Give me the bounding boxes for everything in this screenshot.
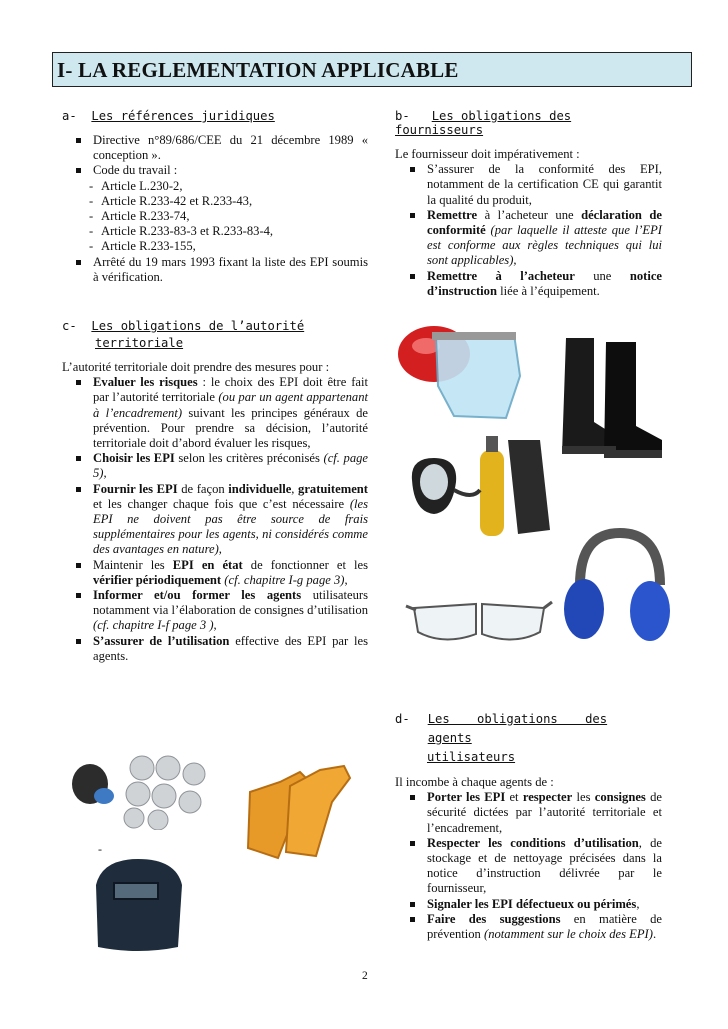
section-letter: b- <box>395 109 410 123</box>
section-b-heading <box>395 109 662 137</box>
section-c-intro: L’autorité territoriale doit prendre des mesures pour : <box>62 360 330 374</box>
article-item: - Article R.233-74, <box>81 209 368 224</box>
bold-text: Porter les EPI <box>427 790 506 805</box>
list-item: Directive n°89/686/CEE du 21 décembre 1989 « conception ». <box>62 133 368 163</box>
section-d-heading-line1 <box>395 710 662 748</box>
bold-text: respecter <box>522 790 573 805</box>
text: . <box>652 927 657 942</box>
page-title: I- LA REGLEMENTATION APPLICABLE <box>52 52 692 87</box>
list-item <box>395 912 662 942</box>
italic-text: (cf. chapitre I-g page 3) <box>221 572 345 587</box>
section-title-line2: utilisateurs <box>427 750 516 764</box>
list-item <box>62 163 368 254</box>
bold-text: individuelle <box>228 481 292 496</box>
welding-mask-image <box>88 855 188 955</box>
italic-text: (par laquelle il atteste que l’EPI est conforme aux règles techniques qui lui sont applicables), <box>427 223 662 268</box>
list-item <box>62 482 368 558</box>
bold-text: déclaration de conformité <box>427 207 662 238</box>
text: : le choix des EPI doit être fait par l’autorité territoriale <box>93 375 368 405</box>
text: , <box>213 618 217 633</box>
text: en matière de prévention <box>427 911 662 942</box>
bold-text: Remettre <box>427 207 478 222</box>
list-item <box>62 451 368 481</box>
text: , de stockage et de nettoyage précisées dans la notice d’instruction délivrée par le fournisseur, <box>427 835 662 896</box>
text: , <box>218 542 222 557</box>
section-a-heading <box>62 109 368 123</box>
section-title-line2: territoriale <box>95 336 184 350</box>
italic-text: (ou par un agent appartenant à l’encadrement) <box>93 390 368 420</box>
section-letter: d- <box>395 712 410 726</box>
section-a <box>62 109 368 285</box>
safety-glasses-image <box>404 590 554 650</box>
articles-list <box>81 179 368 255</box>
bold-text: Choisir les EPI <box>93 451 175 466</box>
leather-gloves-image <box>240 762 360 862</box>
section-d-intro: Il incombe à chaque agents de : <box>395 775 554 789</box>
section-title: Les obligations de l’autorité <box>91 319 305 333</box>
supplier-obligations-list <box>395 162 662 299</box>
bold-text: Informer et/ou former les agents <box>93 588 302 603</box>
list-item <box>395 897 662 912</box>
text: et <box>505 790 523 805</box>
list-item <box>395 790 662 836</box>
bold-text: Faire des suggestions <box>427 911 561 926</box>
breathing-apparatus-image <box>400 430 560 558</box>
bold-text: notice d’instruction <box>427 268 663 298</box>
agent-obligations-list <box>395 790 662 942</box>
list-item <box>395 836 662 897</box>
section-c <box>62 318 368 664</box>
list-item-text: Code du travail : <box>93 163 178 178</box>
text: une <box>574 268 630 283</box>
section-b-intro: Le fournisseur doit impérativement : <box>395 147 580 161</box>
list-item <box>62 634 368 664</box>
text: effective des EPI par les agents. <box>93 633 368 663</box>
list-item <box>395 269 662 299</box>
bold-text: S’assurer de l’utilisation <box>93 633 230 648</box>
section-letter: a- <box>62 109 77 123</box>
bold-text: EPI en état <box>172 557 243 572</box>
text: de sécurité dictées par l’autorité territoriale et l’encadrement, <box>427 790 662 835</box>
text: et les changer chaque fois que c’est nécessaire <box>93 496 350 511</box>
section-d-heading <box>395 710 662 767</box>
bold-text: Fournir les EPI <box>93 481 178 496</box>
bold-text: Remettre à l’acheteur <box>427 268 575 283</box>
list-item <box>62 375 368 451</box>
text: Maintenir les <box>93 557 173 572</box>
section-letter: c- <box>62 319 77 333</box>
list-item <box>395 208 662 269</box>
ear-defenders-image <box>560 525 672 645</box>
list-item: Arrêté du 19 mars 1993 fixant la liste des EPI soumis à vérification. <box>62 255 368 285</box>
bold-text: Respecter les conditions d’utilisation <box>427 835 639 850</box>
authority-obligations-list <box>62 375 368 664</box>
italic-text: (les EPI ne doivent pas être source de frais supplémentaires pour les agents, ni considérés comme des avantages en nature) <box>93 496 368 557</box>
helmet-face-shield-image <box>396 316 526 426</box>
article-item: - Article R.233-83-3 et R.233-83-4, <box>81 224 368 239</box>
section-b <box>395 109 662 299</box>
text: selon les critères préconisés <box>174 451 324 466</box>
article-item: - Article R.233-155, <box>81 239 368 254</box>
list-item <box>62 558 368 588</box>
article-item: - Article L.230-2, <box>81 179 368 194</box>
text: les <box>572 790 595 805</box>
text: de façon <box>177 481 229 496</box>
text: , <box>344 572 348 587</box>
section-title: Les obligations des fournisseurs <box>395 109 572 137</box>
text: de fonctionner et les <box>242 557 368 572</box>
bold-text: vérifier périodiquement <box>93 572 222 587</box>
bold-text: consignes <box>594 790 646 805</box>
text: à l’acheteur une <box>477 207 582 222</box>
stray-mark: - <box>98 842 102 856</box>
rubber-boots-image <box>558 334 668 462</box>
text: utilisateurs notamment via l’élaboration de consignes d’utilisation <box>93 588 368 618</box>
italic-text: (cf. page 5), <box>93 451 369 481</box>
bold-text: gratuitement <box>298 481 368 496</box>
page-number: 2 <box>362 970 368 982</box>
respirator-mask-filters-image <box>68 754 208 830</box>
section-c-heading <box>62 318 368 352</box>
article-item: - Article R.233-42 et R.233-43, <box>81 194 368 209</box>
text: , <box>636 896 640 911</box>
text: suivant les principes généraux de prévention. Pour prendre sa décision, l’autorité territoriale doit d’abord évaluer les risques, <box>93 405 369 451</box>
text: , <box>291 481 299 496</box>
bold-text: Evaluer les risques <box>93 375 198 390</box>
bold-text: Signaler les EPI défectueux ou périmés <box>427 896 637 911</box>
italic-text: (notamment sur le choix des EPI) <box>484 927 653 942</box>
italic-text: (cf. chapitre I-f page 3 ) <box>93 618 214 633</box>
legal-references-list <box>62 133 368 285</box>
section-title: Les références juridiques <box>91 109 275 123</box>
list-item <box>62 588 368 634</box>
section-d <box>395 710 662 942</box>
list-item: S’assurer de la conformité des EPI, notamment de la certification CE qui garantit la qualité du produit, <box>395 162 662 208</box>
section-title: Les obligations des agents <box>427 712 608 745</box>
text: liée à l’équipement. <box>496 283 600 298</box>
